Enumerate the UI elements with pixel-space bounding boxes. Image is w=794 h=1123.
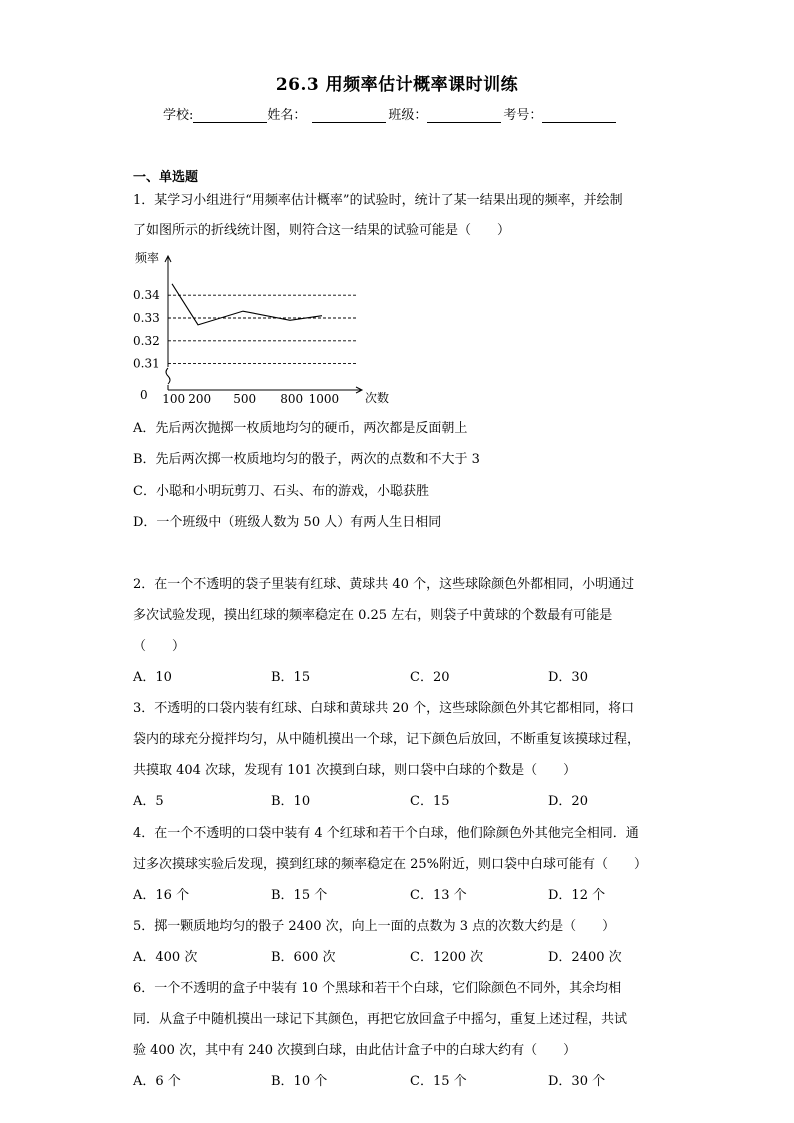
q3-option-c[interactable]: C．15 bbox=[410, 794, 450, 809]
section-title: 一、单选题 bbox=[133, 170, 199, 185]
y-tick-label: 0.31 bbox=[133, 356, 160, 371]
question-2-line-3: （ ） bbox=[133, 639, 186, 654]
q5-option-d[interactable]: D．2400 次 bbox=[548, 950, 622, 965]
y-tick-label: 0.32 bbox=[133, 333, 160, 348]
student-info-row bbox=[163, 104, 616, 123]
q5-option-b[interactable]: B．600 次 bbox=[271, 950, 336, 965]
q3-option-d[interactable]: D．20 bbox=[548, 794, 588, 809]
exam-no-blank[interactable] bbox=[542, 108, 616, 123]
q1-option-a[interactable]: A．先后两次抛掷一枚质地均匀的硬币，两次都是反面朝上 bbox=[133, 421, 468, 436]
question-3-line-3: 共摸取 404 次球，发现有 101 次摸到白球，则口袋中白球的个数是（ ） bbox=[133, 763, 577, 778]
q6-option-a[interactable]: A．6 个 bbox=[133, 1074, 181, 1089]
q6-option-b[interactable]: B．10 个 bbox=[271, 1074, 328, 1089]
exam-no-label: 考号： bbox=[503, 108, 543, 123]
q1-option-c[interactable]: C．小聪和小明玩剪刀、石头、布的游戏，小聪获胜 bbox=[133, 484, 429, 499]
q3-option-a[interactable]: A．5 bbox=[133, 794, 164, 809]
q3-option-b[interactable]: B．10 bbox=[271, 794, 311, 809]
class-label: 班级： bbox=[388, 108, 428, 123]
question-5-line-1: 5．掷一颗质地均匀的骰子 2400 次，向上一面的点数为 3 点的次数大约是（ ） bbox=[133, 919, 616, 934]
q5-option-a[interactable]: A．400 次 bbox=[133, 950, 198, 965]
q2-option-b[interactable]: B．15 bbox=[271, 670, 311, 685]
q2-option-a[interactable]: A．10 bbox=[133, 670, 172, 685]
question-6-line-1: 6．一个不透明的盒子中装有 10 个黑球和若干个白球，它们除颜色不同外，其余均相 bbox=[133, 981, 622, 996]
question-2-line-2: 多次试验发现，摸出红球的频率稳定在 0.25 左右，则袋子中黄球的个数最有可能是 bbox=[133, 608, 613, 623]
q4-option-c[interactable]: C．13 个 bbox=[410, 888, 467, 903]
q4-option-d[interactable]: D．12 个 bbox=[548, 888, 606, 903]
q1-option-b[interactable]: B．先后两次掷一枚质地均匀的骰子，两次的点数和不大于 3 bbox=[133, 452, 480, 467]
y-tick-label: 0.33 bbox=[133, 311, 160, 325]
y-tick-label: 0.34 bbox=[133, 288, 160, 303]
question-3-line-2: 袋内的球充分搅拌均匀，从中随机摸出一个球，记下颜色后放回，不断重复该摸球过程， bbox=[133, 732, 641, 747]
x-tick-label: 200 bbox=[188, 392, 212, 406]
q2-option-c[interactable]: C．20 bbox=[410, 670, 450, 685]
q4-option-a[interactable]: A．16 个 bbox=[133, 888, 190, 903]
question-2-line-1: 2．在一个不透明的袋子里装有红球、黄球共 40 个，这些球除颜色外都相同，小明通过 bbox=[133, 577, 635, 592]
x-tick-label: 500 bbox=[233, 392, 257, 406]
q4-option-b[interactable]: B．15 个 bbox=[271, 888, 328, 903]
question-6-line-3: 验 400 次，其中有 240 次摸到白球，由此估计盒子中的白球大约有（ ） bbox=[133, 1043, 577, 1058]
x-tick-label: 800 bbox=[280, 392, 304, 406]
origin-label: 0 bbox=[140, 388, 148, 402]
frequency-series-line bbox=[172, 284, 322, 325]
q6-option-d[interactable]: D．30 个 bbox=[548, 1074, 606, 1089]
q5-option-c[interactable]: C．1200 次 bbox=[410, 950, 484, 965]
class-blank[interactable] bbox=[427, 108, 501, 123]
question-1-line-1: 1．某学习小组进行“用频率估计概率”的试验时，统计了某一结果出现的频率，并绘制 bbox=[133, 193, 623, 208]
question-6-line-2: 同．从盒子中随机摸出一球记下其颜色，再把它放回盒子中摇匀，重复上述过程，共试 bbox=[133, 1012, 628, 1027]
chart-y-label: 频率 bbox=[135, 251, 160, 265]
q1-option-d[interactable]: D．一个班级中（班级人数为 50 人）有两人生日相同 bbox=[133, 515, 442, 530]
chart-x-label: 次数 bbox=[365, 391, 390, 405]
question-3-line-1: 3．不透明的口袋内装有红球、白球和黄球共 20 个，这些球除颜色外其它都相同，将口 bbox=[133, 701, 635, 716]
x-tick-label: 100 bbox=[162, 392, 186, 406]
axis-break-mark bbox=[166, 368, 170, 384]
page-title: 26.3 用频率估计概率课时训练 bbox=[275, 75, 519, 95]
q2-option-d[interactable]: D．30 bbox=[548, 670, 588, 685]
q6-option-c[interactable]: C．15 个 bbox=[410, 1074, 467, 1089]
frequency-line-chart bbox=[130, 250, 390, 410]
school-label: 学校: bbox=[163, 108, 194, 123]
name-blank[interactable] bbox=[312, 108, 386, 123]
question-1-line-2: 了如图所示的折线统计图，则符合这一结果的试验可能是（ ） bbox=[133, 223, 511, 238]
name-label: 姓名： bbox=[267, 108, 307, 123]
school-blank[interactable] bbox=[193, 108, 267, 123]
question-4-line-2: 过多次摸球实验后发现，摸到红球的频率稳定在 25%附近，则口袋中白球可能有（ ） bbox=[133, 857, 648, 872]
question-4-line-1: 4．在一个不透明的口袋中装有 4 个红球和若干个白球，他们除颜色外其他完全相同．通 bbox=[133, 826, 639, 841]
x-tick-label: 1000 bbox=[308, 392, 340, 406]
